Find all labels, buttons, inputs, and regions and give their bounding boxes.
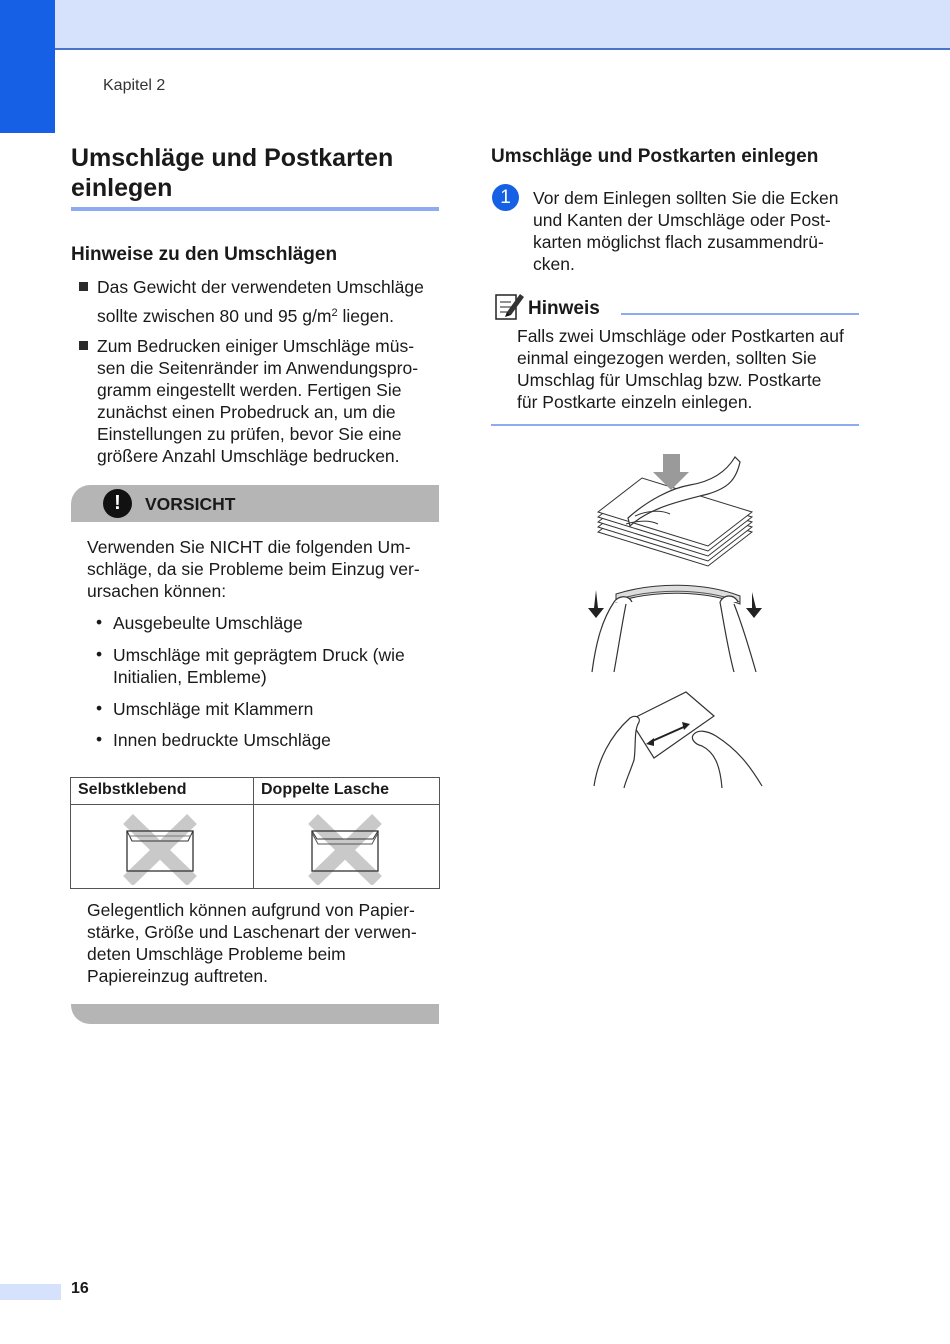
caution-outro-line: stärke, Größe und Laschenart der verwen- [87,922,417,942]
section-heading-loading: Umschläge und Postkarten einlegen [491,146,819,167]
square-bullet-icon [79,341,88,350]
caution-list-item: Initialien, Embleme) [113,667,267,687]
note-text-line: Umschlag für Umschlag bzw. Postkarte [517,370,822,390]
step-text-line: cken. [533,254,575,274]
bullet-margins-line: größere Anzahl Umschläge bedrucken. [97,446,400,466]
bullet-dot: • [96,612,103,632]
step-number-badge: 1 [492,184,519,211]
page-number: 16 [71,1280,89,1297]
caution-intro-line: Verwenden Sie NICHT die folgenden Um- [87,537,411,557]
section-heading-envelope-notes: Hinweise zu den Umschlägen [71,244,338,265]
bullet-dot: • [96,698,103,718]
caution-intro-line: schläge, da sie Probleme beim Einzug ver- [87,559,420,579]
bullet-dot: • [96,644,103,664]
chapter-label: Kapitel 2 [103,77,166,94]
bullet-margins-line: sen die Seitenränder im Anwendungspro- [97,358,419,378]
exclamation-icon: ! [103,489,132,518]
page-title: Umschläge und Postkarten einlegen [71,144,394,202]
note-pencil-icon [493,290,525,322]
caution-title: VORSICHT [145,494,236,514]
note-end-rule [491,424,859,426]
caution-list-item: Umschläge mit geprägtem Druck (wie [113,645,405,665]
note-text-line: für Postkarte einzeln einlegen. [517,392,753,412]
note-text-line: Falls zwei Umschläge oder Postkarten auf [517,326,844,346]
table-header-self-adhesive: Selbstklebend [78,781,187,798]
caution-list-item: Ausgebeulte Umschläge [113,613,303,633]
crossed-envelope-double-flap-icon [305,813,385,885]
bullet-margins-line: zunächst einen Probedruck an, um die [97,402,396,422]
table-divider [253,777,254,889]
caution-outro-line: deten Umschläge Probleme beim [87,944,346,964]
header-band [0,0,950,50]
caution-list-item: Umschläge mit Klammern [113,699,314,719]
bullet-weight-line2: sollte zwischen 80 und 95 $g/m^2$ liegen. [97,306,395,326]
table-header-double-flap: Doppelte Lasche [261,781,390,798]
step-text-line: karten möglichst flach zusammendrü- [533,232,824,252]
caution-intro-line: ursachen können: [87,581,227,601]
envelope-flattening-illustration [590,690,766,790]
envelope-stack-press-illustration [590,452,770,570]
bullet-margins-line: Einstellungen zu prüfen, bevor Sie eine [97,424,402,444]
bullet-margins-line: gramm eingestellt werden. Fertigen Sie [97,380,402,400]
crossed-envelope-self-adhesive-icon [120,813,200,885]
caution-list-item: Innen bedruckte Umschläge [113,730,331,750]
bullet-dot: • [96,729,103,749]
envelope-bending-illustration [584,580,770,678]
caution-outro-line: Gelegentlich können aufgrund von Papier- [87,900,415,920]
chapter-tab-marker [0,0,55,133]
square-bullet-icon [79,282,88,291]
caution-footer-bar [71,1004,439,1024]
title-underline [71,207,439,211]
step-text-line: und Kanten der Umschläge oder Post- [533,210,831,230]
table-divider [70,804,440,805]
step-text-line: Vor dem Einlegen sollten Sie die Ecken [533,188,839,208]
page-number-tab [0,1284,61,1300]
note-title: Hinweis [528,298,600,319]
caution-outro-line: Papiereinzug auftreten. [87,966,268,986]
bullet-weight-line1: Das Gewicht der verwendeten Umschläge [97,277,424,297]
note-title-rule [621,313,859,315]
note-text-line: einmal eingezogen werden, sollten Sie [517,348,817,368]
bullet-margins-line: Zum Bedrucken einiger Umschläge müs- [97,336,415,356]
